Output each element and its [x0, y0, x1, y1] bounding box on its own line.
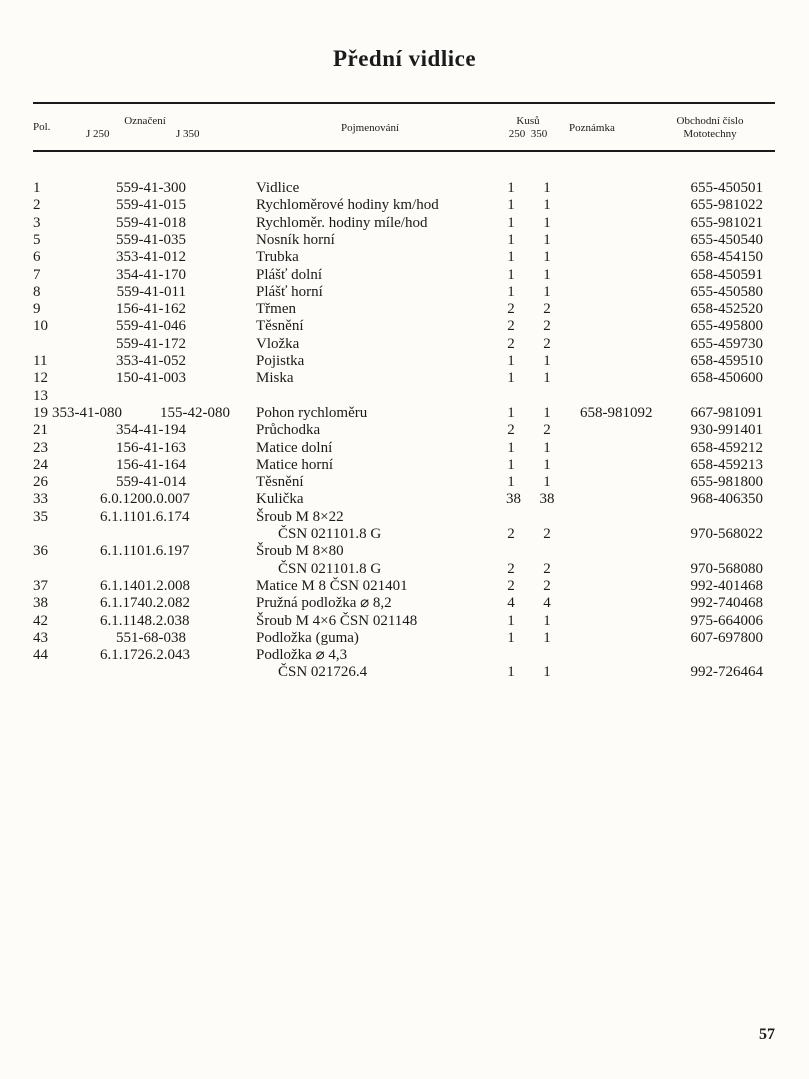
table-row — [0, 663, 809, 681]
cell-k350: 1 — [543, 180, 551, 196]
cell-k250: 1 — [507, 197, 515, 214]
table-row — [0, 473, 809, 491]
header-kusu-sub: 250 350 — [508, 128, 548, 140]
cell-pol: 3 — [33, 214, 41, 231]
table-row — [0, 387, 809, 405]
cell-obch: 655-450501 — [690, 180, 763, 196]
cell-name: Matice horní — [256, 456, 334, 473]
cell-pol: 42 — [33, 612, 48, 629]
cell-name: Těsnění — [256, 318, 304, 335]
cell-k250: 38 — [506, 491, 521, 508]
cell-k250: 1 — [507, 439, 515, 456]
cell-name: Podložka ⌀ 4,3 — [256, 647, 348, 664]
cell-j250: 6.1.1726.2.043 — [100, 647, 190, 664]
table-row — [0, 439, 809, 457]
cell-k350: 2 — [543, 526, 551, 542]
cell-pol: 6 — [33, 249, 41, 266]
cell-j250: 353-41-012 — [116, 249, 186, 266]
cell-obch: 607-697800 — [690, 629, 763, 646]
cell-pol: 1 — [33, 180, 41, 196]
cell-name: Pružná podložka ⌀ 8,2 — [256, 595, 392, 612]
cell-name: Pojistka — [256, 353, 305, 369]
cell-k350: 1 — [543, 214, 551, 231]
cell-j250: 156-41-164 — [116, 456, 186, 473]
cell-k250: 1 — [507, 180, 515, 196]
cell-name: Plášť dolní — [256, 266, 322, 283]
cell-j250: 353-41-052 — [116, 353, 186, 369]
cell-pol: 33 — [33, 491, 48, 508]
header-poznamka: Poznámka — [569, 122, 615, 134]
cell-k250: 1 — [507, 474, 515, 491]
cell-obch: 658-454150 — [690, 249, 763, 266]
cell-pol: 10 — [33, 318, 48, 335]
cell-k350: 1 — [543, 612, 551, 629]
cell-k250: 1 — [507, 283, 515, 300]
cell-k350: 1 — [543, 474, 551, 491]
cell-name: Rychloměrové hodiny km/hod — [256, 197, 439, 214]
table-row — [0, 231, 809, 249]
table-row — [0, 335, 809, 353]
cell-pol: 2 — [33, 197, 41, 214]
cell-obch: 655-981800 — [690, 474, 763, 491]
cell-obch: 968-406350 — [690, 491, 763, 508]
cell-k350: 1 — [543, 266, 551, 283]
table-row — [0, 456, 809, 474]
cell-name: Vložka — [256, 335, 300, 352]
cell-j250: 559-41-300 — [116, 180, 186, 196]
cell-name: Šroub M 8×80 — [256, 543, 344, 560]
cell-pol: 11 — [33, 353, 48, 369]
cell-name: ČSN 021726.4 — [278, 664, 368, 681]
table-row — [0, 283, 809, 301]
cell-k350: 1 — [543, 249, 551, 266]
table-row — [0, 508, 809, 526]
cell-j250: 559-41-018 — [116, 214, 186, 231]
cell-j250: 6.1.1148.2.038 — [100, 612, 190, 629]
table-row — [0, 612, 809, 630]
cell-k350: 2 — [543, 301, 551, 318]
cell-k250: 4 — [507, 595, 515, 612]
cell-k250: 2 — [507, 526, 515, 542]
table-row — [0, 560, 809, 578]
cell-k250: 1 — [507, 456, 515, 473]
table-row — [0, 542, 809, 560]
cell-j250: 150-41-003 — [116, 370, 186, 387]
cell-k350: 2 — [543, 560, 551, 577]
cell-k250: 1 — [507, 404, 515, 421]
cell-obch: 655-495800 — [690, 318, 763, 335]
table-row — [0, 300, 809, 318]
cell-k250: 2 — [507, 318, 515, 335]
cell-k350: 1 — [543, 231, 551, 248]
table-row — [0, 179, 809, 197]
cell-j250: 559-41-172 — [116, 335, 186, 352]
cell-pol: 44 — [33, 647, 48, 664]
cell-obch: 655-450540 — [690, 231, 763, 248]
cell-name: ČSN 021101.8 G — [278, 560, 382, 577]
cell-k250: 1 — [507, 612, 515, 629]
cell-name: Rychloměr. hodiny míle/hod — [256, 214, 428, 231]
header-pojmenovani: Pojmenování — [340, 122, 400, 134]
cell-j250: 353-41-080 — [52, 404, 122, 421]
table-row — [0, 577, 809, 595]
header-pol: Pol. — [33, 121, 51, 133]
cell-j250: 156-41-163 — [116, 439, 186, 456]
cell-obch: 655-450580 — [690, 283, 763, 300]
cell-obch: 658-459212 — [690, 439, 763, 456]
cell-name: Trubka — [256, 249, 299, 266]
cell-obch: 970-568022 — [690, 526, 763, 542]
cell-pol: 7 — [33, 266, 41, 283]
cell-obch: 658-459510 — [690, 353, 763, 369]
cell-k250: 1 — [507, 664, 515, 681]
cell-obch: 655-981022 — [690, 197, 763, 214]
cell-k350: 2 — [543, 422, 551, 439]
cell-k250: 2 — [507, 577, 515, 594]
header-mototechny: Mototechny — [683, 128, 737, 140]
cell-k350: 2 — [543, 577, 551, 594]
cell-pol: 12 — [33, 370, 48, 387]
cell-obch: 655-459730 — [690, 335, 763, 352]
cell-pol: 38 — [33, 595, 48, 612]
cell-pol: 5 — [33, 231, 41, 248]
page-title: Přední vidlice — [332, 46, 477, 71]
cell-name: Těsnění — [256, 474, 304, 491]
cell-obch: 658-452520 — [690, 301, 763, 318]
cell-j250: 551-68-038 — [116, 629, 186, 646]
cell-name: Matice M 8 ČSN 021401 — [256, 577, 408, 594]
cell-pol: 35 — [33, 508, 48, 525]
cell-j250: 559-41-011 — [116, 283, 186, 300]
table-row — [0, 421, 809, 439]
cell-pol: 37 — [33, 577, 48, 594]
header-top-rule — [33, 102, 775, 104]
cell-k350: 1 — [543, 664, 551, 681]
cell-obch: 658-450591 — [690, 266, 763, 283]
table-row — [0, 629, 809, 647]
header-j350: J 350 — [176, 128, 200, 140]
page-number: 57 — [759, 1026, 775, 1043]
cell-j250: 559-41-046 — [116, 318, 186, 335]
cell-name: Matice dolní — [256, 439, 333, 456]
cell-j250: 6.0.1200.0.007 — [100, 491, 190, 508]
cell-k350: 1 — [543, 197, 551, 214]
cell-name: Pohon rychloměru — [256, 404, 368, 421]
cell-k350: 1 — [543, 404, 551, 421]
cell-obch: 655-981021 — [690, 214, 763, 231]
cell-j350: 155-42-080 — [160, 404, 230, 421]
header-bottom-rule — [33, 150, 775, 152]
cell-obch: 667-981091 — [690, 404, 763, 421]
table-row — [0, 369, 809, 387]
table-row — [0, 646, 809, 664]
cell-j250: 559-41-014 — [116, 474, 186, 491]
cell-pozn: 658-981092 — [580, 404, 653, 421]
table-row — [0, 196, 809, 214]
table-row — [0, 525, 809, 543]
cell-k350: 1 — [543, 629, 551, 646]
cell-obch: 658-450600 — [690, 370, 763, 387]
cell-k350: 2 — [543, 335, 551, 352]
cell-name: Vidlice — [256, 180, 300, 196]
table-row — [0, 490, 809, 508]
cell-k250: 1 — [507, 266, 515, 283]
cell-pol: 19 — [33, 404, 48, 421]
cell-k250: 1 — [507, 249, 515, 266]
cell-name: Plášť horní — [256, 283, 323, 300]
cell-pol: 9 — [33, 301, 41, 318]
cell-name: Kulička — [256, 491, 304, 508]
table-row — [0, 352, 809, 370]
cell-pol: 8 — [33, 283, 41, 300]
cell-name: Miska — [256, 370, 294, 387]
table-row — [0, 266, 809, 284]
cell-pol: 21 — [33, 422, 48, 439]
cell-name: Průchodka — [256, 422, 321, 439]
cell-name: Nosník horní — [256, 231, 335, 248]
cell-name: Třmen — [256, 301, 296, 318]
cell-k350: 1 — [543, 353, 551, 369]
cell-j250: 559-41-015 — [116, 197, 186, 214]
cell-pol: 13 — [33, 387, 48, 404]
cell-k350: 1 — [543, 439, 551, 456]
cell-pol: 26 — [33, 474, 48, 491]
cell-obch: 992-740468 — [690, 595, 763, 612]
cell-name: ČSN 021101.8 G — [278, 526, 382, 542]
cell-obch: 975-664006 — [690, 612, 763, 629]
header-oznaceni: Označení — [124, 115, 166, 127]
cell-k250: 1 — [507, 231, 515, 248]
cell-obch: 658-459213 — [690, 456, 763, 473]
cell-obch: 992-726464 — [690, 664, 763, 681]
cell-k250: 1 — [507, 629, 515, 646]
cell-j250: 354-41-194 — [116, 422, 186, 439]
cell-k250: 2 — [507, 422, 515, 439]
cell-name: Šroub M 8×22 — [256, 508, 344, 525]
table-row — [0, 594, 809, 612]
cell-k350: 1 — [543, 283, 551, 300]
cell-j250: 6.1.1401.2.008 — [100, 577, 190, 594]
cell-j250: 559-41-035 — [116, 231, 186, 248]
table-row — [0, 404, 809, 422]
cell-k350: 1 — [543, 456, 551, 473]
cell-k250: 2 — [507, 301, 515, 318]
cell-k250: 2 — [507, 560, 515, 577]
cell-obch: 992-401468 — [690, 577, 763, 594]
cell-k350: 4 — [543, 595, 551, 612]
table-row — [0, 248, 809, 266]
cell-k250: 2 — [507, 335, 515, 352]
cell-obch: 970-568080 — [690, 560, 763, 577]
cell-j250: 6.1.1740.2.082 — [100, 595, 190, 612]
cell-k350: 2 — [543, 318, 551, 335]
header-j250: J 250 — [86, 128, 110, 140]
cell-k250: 1 — [507, 353, 515, 369]
cell-j250: 156-41-162 — [116, 301, 186, 318]
cell-pol: 24 — [33, 456, 48, 473]
cell-j250: 6.1.1101.6.174 — [100, 508, 190, 525]
header-obchodni-cislo: Obchodní číslo — [676, 115, 744, 127]
cell-k350: 38 — [539, 491, 555, 508]
cell-j250: 354-41-170 — [116, 266, 186, 283]
cell-j250: 6.1.1101.6.197 — [100, 543, 190, 560]
header-kusu: Kusů — [516, 115, 540, 127]
cell-pol: 36 — [33, 543, 48, 560]
cell-obch: 930-991401 — [690, 422, 763, 439]
cell-pol: 43 — [33, 629, 48, 646]
table-row — [0, 214, 809, 232]
table-row — [0, 317, 809, 335]
cell-k250: 1 — [507, 370, 515, 387]
cell-name: Podložka (guma) — [256, 629, 359, 646]
cell-name: Šroub M 4×6 ČSN 021148 — [256, 612, 418, 629]
cell-k250: 1 — [507, 214, 515, 231]
cell-k350: 1 — [543, 370, 551, 387]
cell-pol: 23 — [33, 439, 48, 456]
